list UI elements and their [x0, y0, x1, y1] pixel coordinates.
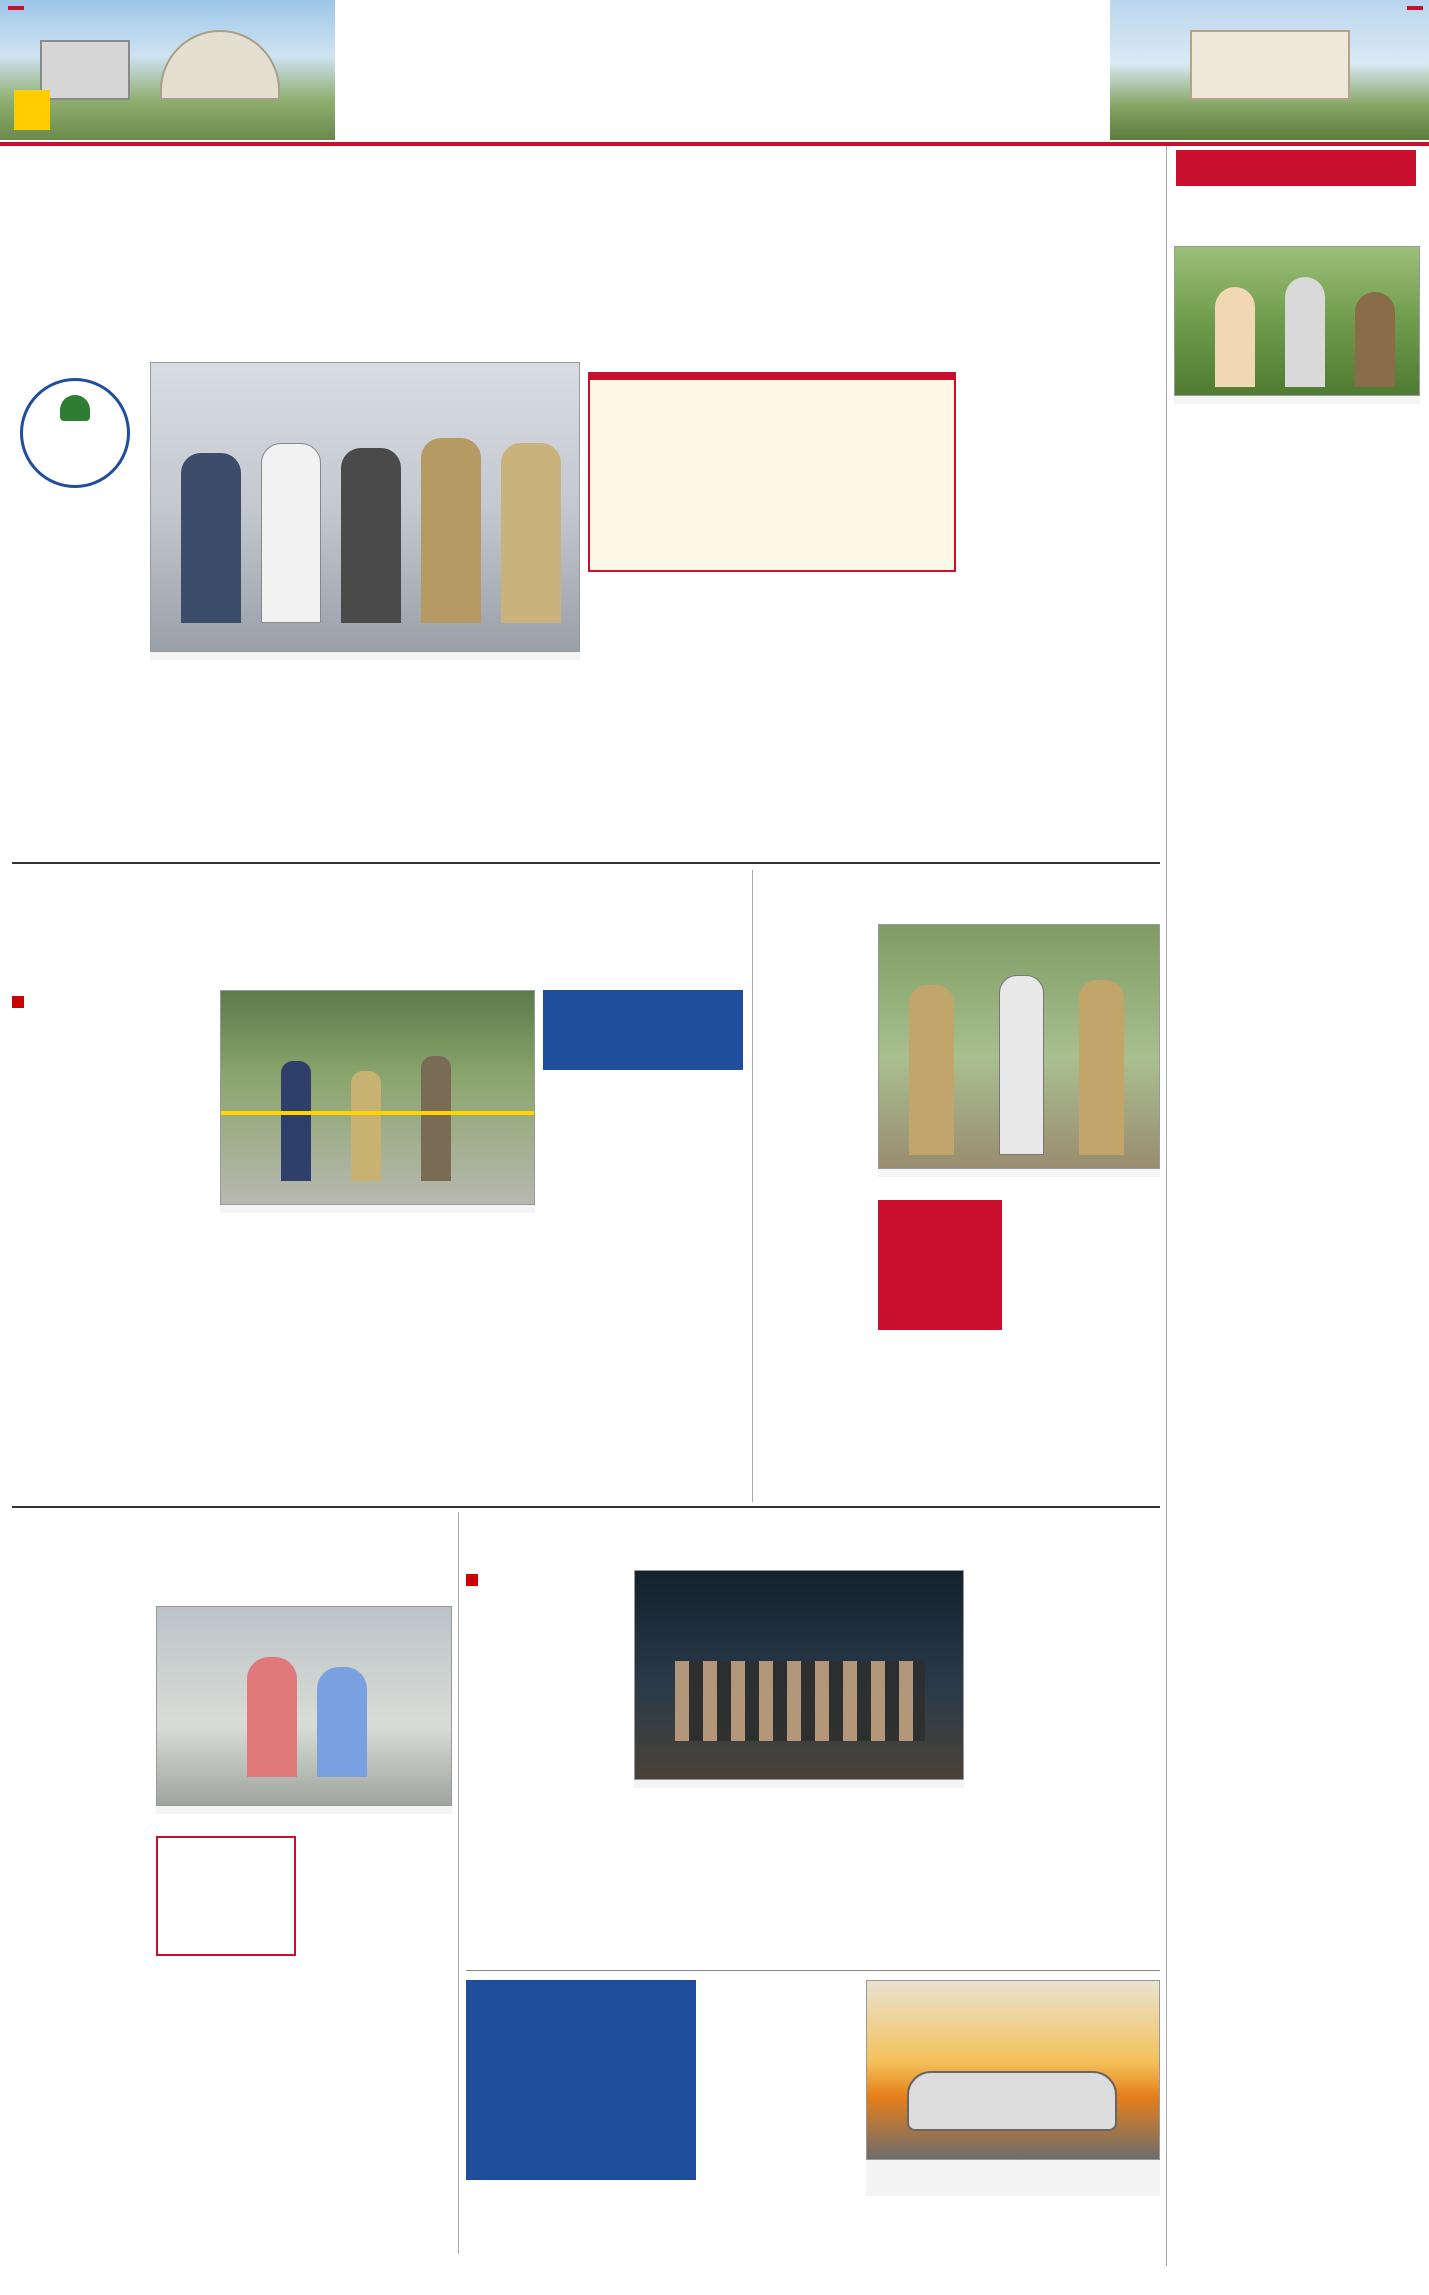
water-col-1 — [466, 1652, 626, 1964]
quick-read-text — [1174, 424, 1420, 674]
water-caption — [634, 1780, 964, 1788]
lead-box-text — [590, 380, 954, 540]
water-sub — [466, 1570, 626, 1593]
dankaur-box — [466, 1980, 696, 2180]
dadri-caption — [220, 1205, 535, 1213]
quick-read-photo — [1174, 246, 1420, 396]
blippi-box — [156, 1836, 296, 1956]
blippi-photo — [156, 1606, 452, 1806]
water-col-3 — [972, 1570, 1160, 1964]
dadri-headline — [12, 872, 752, 982]
masthead-left-art — [0, 0, 335, 140]
blippi-caption — [156, 1806, 452, 1814]
lead-photo-caption — [150, 652, 580, 660]
lead-col-2 — [150, 684, 290, 854]
masthead-right-art — [1110, 0, 1429, 140]
paper-edition — [8, 6, 24, 10]
followup-badge — [20, 378, 130, 488]
ravi-box — [878, 1200, 1002, 1330]
dankaur-caption — [866, 2160, 1160, 2196]
teacher-text — [1174, 1400, 1420, 1628]
followup-figure-icon — [60, 395, 90, 421]
lead-col-3 — [296, 684, 436, 854]
dadri-sub — [12, 990, 212, 1015]
dadri-col-2 — [220, 1236, 370, 1500]
masthead — [0, 0, 1429, 140]
dadri-photo — [220, 990, 535, 1205]
lead-headline — [12, 152, 1162, 282]
lead-photo — [150, 362, 580, 652]
lead-box — [588, 372, 956, 572]
quick-read-label — [1176, 150, 1416, 186]
water-col-2 — [634, 1810, 794, 1964]
bike-text — [1174, 744, 1420, 1014]
ravi-col-2b — [878, 1336, 1002, 1500]
water-photo — [634, 1570, 964, 1780]
blippi-col-3 — [304, 1836, 452, 2254]
masthead-title — [345, 10, 1105, 130]
lead-col-4 — [440, 684, 580, 854]
blippi-col-2 — [156, 1962, 296, 2254]
dadri-quote — [543, 990, 743, 1070]
ravi-caption — [878, 1169, 1160, 1177]
page-number — [14, 90, 50, 130]
woman-text — [1174, 1936, 1420, 2266]
dankaur-col-2 — [866, 2196, 1160, 2254]
ravi-col-1 — [760, 924, 870, 1500]
lead-col-6 — [776, 582, 956, 854]
ravi-photo — [878, 924, 1160, 1169]
quick-read-caption — [1174, 396, 1420, 404]
dankaur-photo — [866, 1980, 1160, 2160]
lead-col-1 — [12, 500, 148, 750]
dadri-col-4 — [543, 1078, 743, 1500]
water-col-2b — [802, 1810, 964, 1964]
ravi-col-2 — [1010, 1200, 1160, 1500]
dadri-col-3 — [378, 1236, 536, 1500]
dateline — [1407, 6, 1423, 10]
dankaur-col-1 — [704, 1980, 860, 2250]
khanpur-text — [1174, 1078, 1420, 1336]
road-text — [1174, 1668, 1420, 1870]
lead-col-5 — [588, 582, 768, 854]
lead-col-7 — [962, 372, 1158, 854]
dadri-col-1 — [12, 1070, 212, 1500]
blippi-col-1 — [12, 1606, 150, 2254]
